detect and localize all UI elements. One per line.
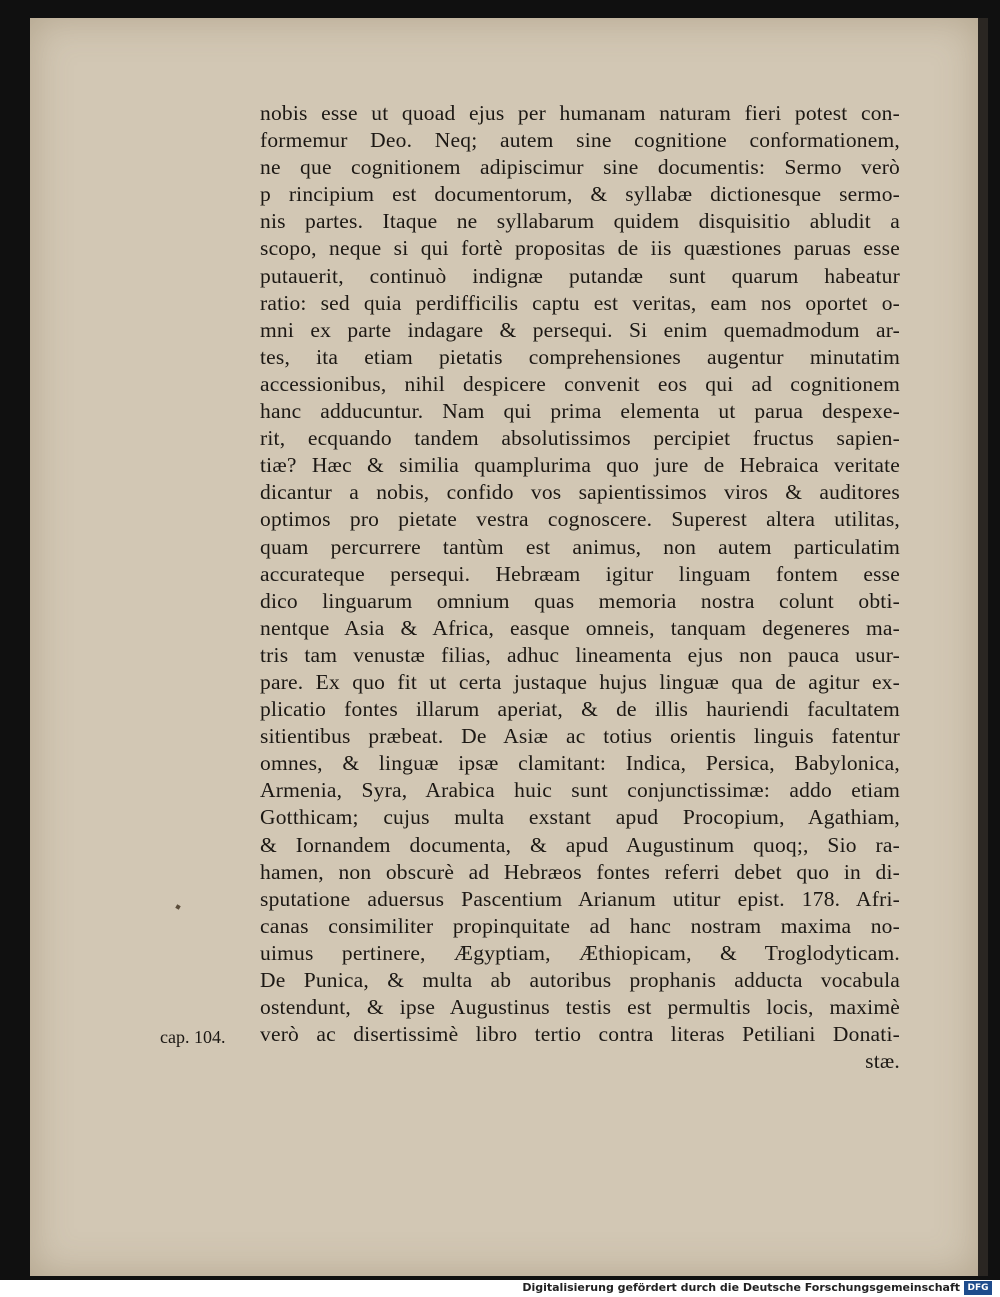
funding-credit: Digitalisierung gefördert durch die Deutsche Forschungsgemeinschaft — [522, 1281, 960, 1294]
text-line: quam percurrere tantùm est animus, non autem particulatim — [260, 534, 900, 559]
text-line: putauerit, continuò indignæ putandæ sunt quarum habeatur — [260, 263, 900, 288]
text-line: accurateque persequi. Hebræam igitur linguam fontem esse — [260, 561, 900, 586]
text-line: scopo, neque si qui fortè propositas de iis quæstiones paruas esse — [260, 236, 900, 261]
text-line: rit, ecquando tandem absolutissimos percipiet fructus sapien- — [260, 426, 900, 451]
text-line: Gotthicam; cujus multa exstant apud Procopium, Agathiam, — [260, 805, 900, 830]
text-line: canas consimiliter propinquitate ad hanc nostram maxima no- — [260, 913, 900, 938]
text-line: sitientibus præbeat. De Asiæ ac totius orientis linguis fatentur — [260, 724, 900, 749]
text-line: nobis esse ut quoad ejus per humanam naturam fieri potest con- — [260, 101, 900, 125]
text-line: mni ex parte indagare & persequi. Si enim quemadmodum ar- — [260, 317, 900, 342]
text-line: tes, ita etiam pietatis comprehensiones augentur minutatim — [260, 344, 900, 369]
text-line: plicatio fontes illarum aperiat, & de illis hauriendi facultatem — [260, 697, 900, 722]
text-line: accessionibus, nihil despicere convenit eos qui ad cognitionem — [260, 371, 900, 396]
text-line: De Punica, & multa ab autoribus prophanis adducta vocabula — [260, 968, 900, 992]
text-line: nis partes. Itaque ne syllabarum quidem disquisitio abludit a — [260, 209, 900, 234]
text-line: verò ac disertissimè libro tertio contra literas Petiliani Donati- — [260, 1022, 900, 1047]
text-line: p rincipium est documentorum, & syllabæ dictionesque sermo- — [260, 182, 900, 207]
text-line: tris tam venustæ filias, adhuc lineamenta ejus non pauca usur- — [260, 642, 900, 667]
text-line: uimus pertinere, Ægyptiam, Æthiopicam, & Troglodyticam. — [260, 940, 900, 965]
text-line: formemur Deo. Neq; autem sine cognitione conformationem, — [260, 128, 900, 153]
catchword-line: stæ. — [865, 1049, 900, 1074]
text-line: ostendunt, & ipse Augustinus testis est permultis locis, maximè — [260, 995, 900, 1020]
body-text — [260, 100, 900, 1075]
text-line: dicantur a nobis, confido vos sapientissimos viros & auditores — [260, 480, 900, 505]
text-line: sputatione aduersus Pascentium Arianum utitur epist. 178. Afri- — [260, 886, 900, 911]
text-line: hamen, non obscurè ad Hebræos fontes referri debet quo in di- — [260, 859, 900, 884]
text-line: dico linguarum omnium quas memoria nostra colunt obti- — [260, 588, 900, 613]
page-edge — [978, 18, 988, 1276]
text-line: omnes, & linguæ ipsæ clamitant: Indica, Persica, Babylonica, — [260, 751, 900, 776]
text-line: pare. Ex quo fit ut certa justaque hujus linguæ qua de agitur ex- — [260, 669, 900, 694]
text-line: tiæ? Hæc & similia quamplurima quo jure de Hebraica veritate — [260, 453, 900, 478]
text-line: nentque Asia & Africa, easque omneis, tanquam degeneres ma- — [260, 615, 900, 640]
text-line: ratio: sed quia perdifficilis captu est veritas, eam nos oportet o- — [260, 290, 900, 315]
text-line: optimos pro pietate vestra cognoscere. Superest altera utilitas, — [260, 507, 900, 532]
text-line: ne que cognitionem adipiscimur sine documentis: Sermo verò — [260, 155, 900, 180]
margin-note: cap. 104. — [160, 1027, 226, 1047]
text-line: Armenia, Syra, Arabica huic sunt conjunctissimæ: addo etiam — [260, 778, 900, 803]
text-line: hanc adducuntur. Nam qui prima elementa ut parua despexe- — [260, 399, 900, 424]
text-line: & Iornandem documenta, & apud Augustinum quoq;, Sio ra- — [260, 832, 900, 857]
dfg-logo-icon[interactable]: DFG — [964, 1281, 992, 1295]
